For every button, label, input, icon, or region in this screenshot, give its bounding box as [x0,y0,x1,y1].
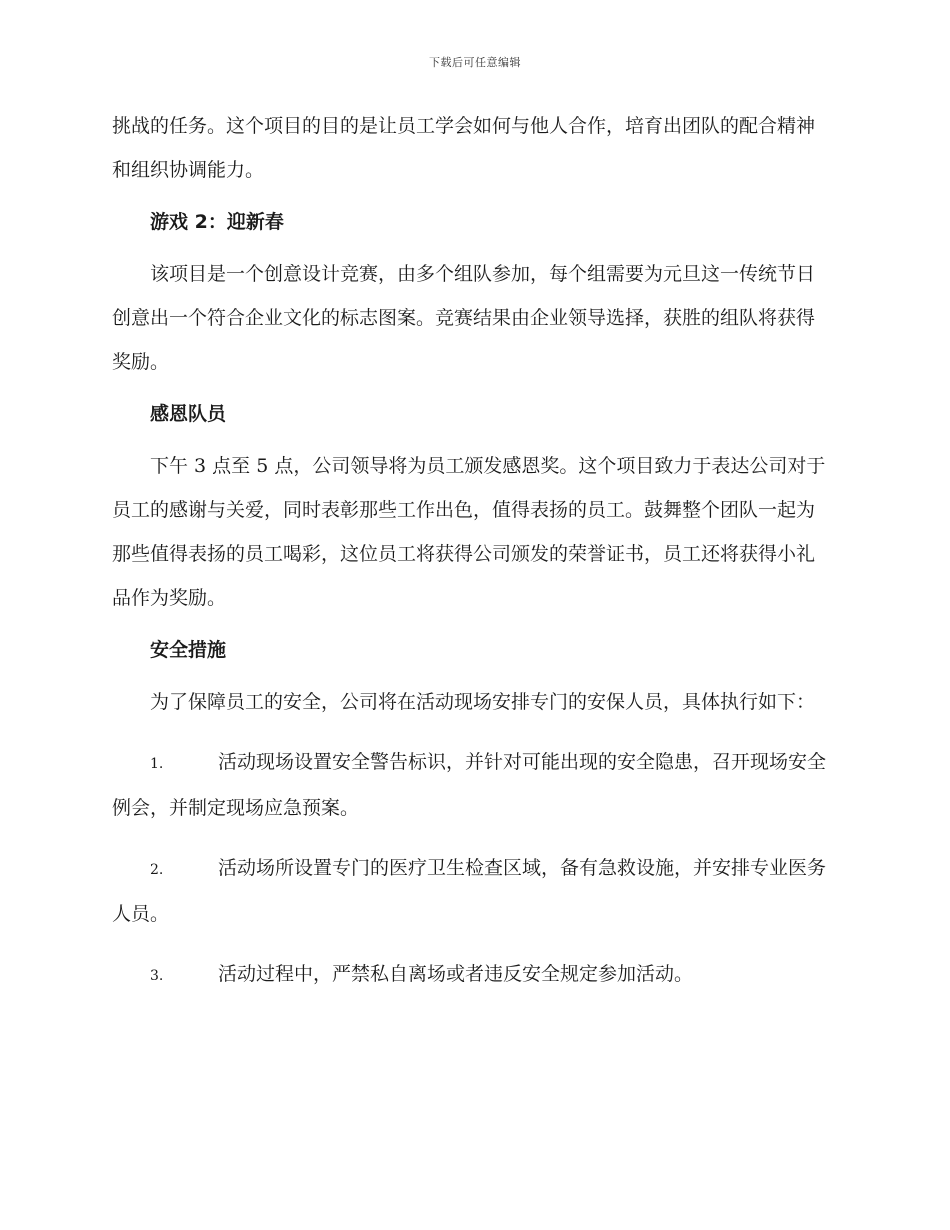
section-heading-game2: 游戏 2：迎新春 [150,211,284,233]
thanks-paragraph: 下午 3 点至 5 点，公司领导将为员工颁发感恩奖。这个项目致力于表达公司对于员工的感谢与关爱，同时表彰那些工作出色，值得表扬的员工。鼓舞整个团队一起为那些值得表扬的员工喝彩，这位员工将获得公司颁发的荣誉证书，员工还将获得小礼品作为奖励。 [112,455,826,609]
list-number: 1. [150,756,164,772]
document-body [112,104,832,998]
continuation-paragraph: 挑战的任务。这个项目的目的是让员工学会如何与他人合作，培育出团队的配合精神和组织协调能力。 [112,115,816,181]
list-number: 2. [150,862,164,878]
safety-list-item [112,846,832,936]
section-heading-thanks: 感恩队员 [150,403,227,425]
list-item-text: 活动现场设置安全警告标识，并针对可能出现的安全隐患，召开现场安全例会，并制定现场应急预案。 [112,751,827,819]
list-item-text: 活动场所设置专门的医疗卫生检查区域，备有急救设施，并安排专业医务人员。 [112,857,827,925]
page-header: 下载后可任意编辑 [429,56,521,69]
list-number: 3. [150,968,164,984]
safety-intro-paragraph: 为了保障员工的安全，公司将在活动现场安排专门的安保人员，具体执行如下： [150,691,816,713]
game2-paragraph: 该项目是一个创意设计竞赛，由多个组队参加，每个组需要为元旦这一传统节日创意出一个符合企业文化的标志图案。竞赛结果由企业领导选择，获胜的组队将获得奖励。 [112,263,816,373]
list-item-text: 活动过程中，严禁私自离场或者违反安全规定参加活动。 [218,963,694,985]
safety-list-item [112,740,832,830]
safety-list-item [112,952,832,998]
section-heading-safety: 安全措施 [150,639,227,661]
